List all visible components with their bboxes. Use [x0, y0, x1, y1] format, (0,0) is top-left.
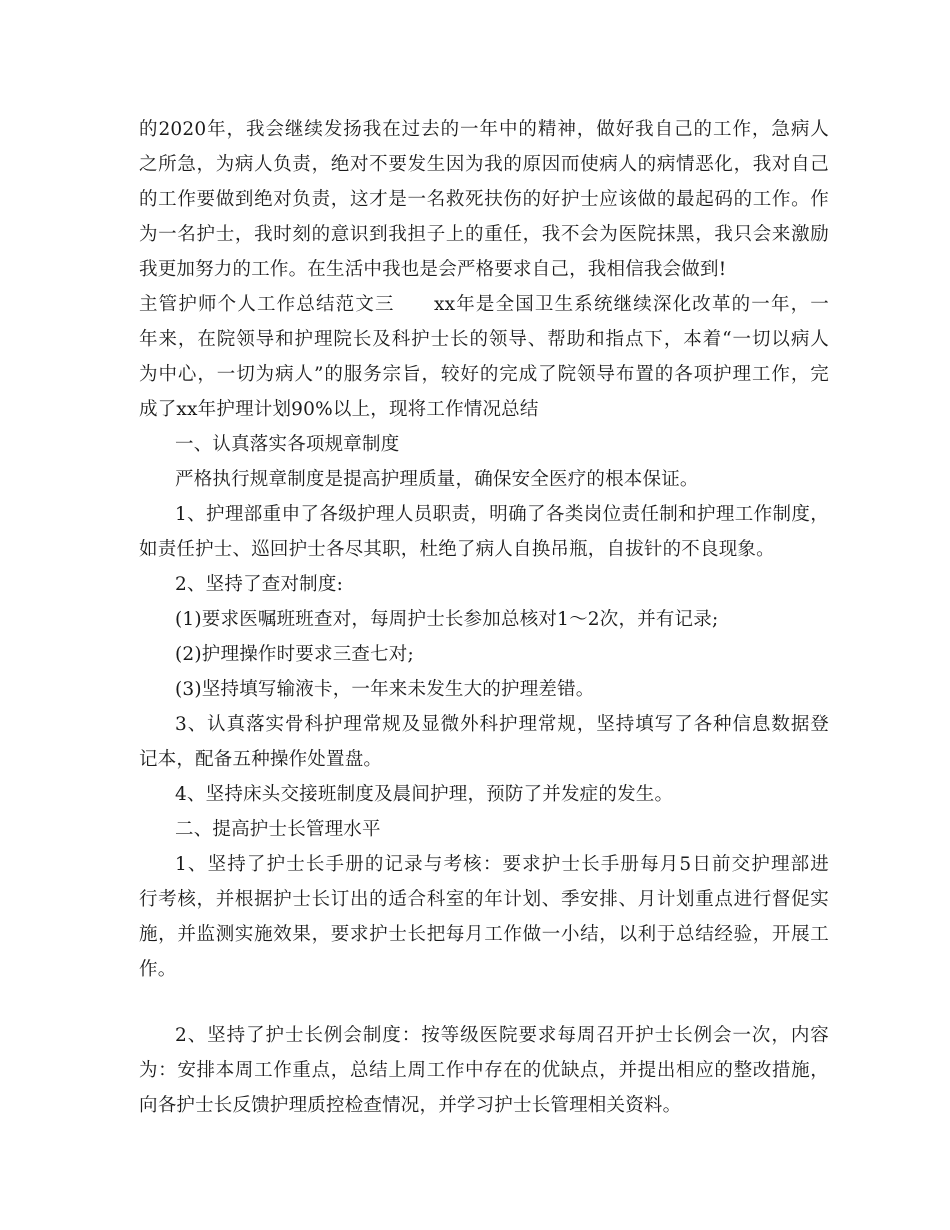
paragraph-line: 作。: [139, 959, 177, 980]
paragraph-line: 2、坚持了查对制度:: [175, 574, 344, 595]
list-item: (2)护理操作时要求三查七对;: [175, 644, 414, 665]
paragraph-line: 1、护理部重申了各级护理人员职责，明确了各类岗位责任制和护理工作制度，: [175, 504, 829, 525]
paragraph-line: 行考核，并根据护士长订出的适合科室的年计划、季安排、月计划重点进行督促实: [139, 889, 829, 910]
section-title-line: 主管护师个人工作总结范文三 xx年是全国卫生系统继续深化改革的一年，一: [139, 294, 829, 315]
list-item: (3)坚持填写输液卡，一年来未发生大的护理差错。: [175, 679, 595, 700]
paragraph-line: 1、坚持了护士长手册的记录与考核：要求护士长手册每月5日前交护理部进: [175, 854, 829, 875]
paragraph-line: 严格执行规章制度是提高护理质量，确保安全医疗的根本保证。: [175, 469, 699, 490]
paragraph-line: 的2020年，我会继续发扬我在过去的一年中的精神，做好我自己的工作，急病人: [139, 119, 829, 140]
paragraph-line: 之所急，为病人负责，绝对不要发生因为我的原因而使病人的病情恶化，我对自己: [139, 154, 829, 175]
paragraph-line: 年来，在院领导和护理院长及科护士长的领导、帮助和指点下，本着“一切以病人: [139, 329, 829, 350]
list-item: (1)要求医嘱班班查对，每周护士长参加总核对1～2次，并有记录;: [175, 609, 719, 630]
paragraph-line: 的工作要做到绝对负责，这才是一名救死扶伤的好护士应该做的最起码的工作。作: [139, 189, 829, 210]
paragraph-line: 为：安排本周工作重点，总结上周工作中存在的优缺点，并提出相应的整改措施，: [139, 1060, 829, 1081]
section-heading: 二、提高护士长管理水平: [175, 819, 381, 840]
paragraph-line: 3、认真落实骨科护理常规及显微外科护理常规，坚持填写了各种信息数据登: [175, 714, 829, 735]
paragraph-line: 为一名护士，我时刻的意识到我担子上的重任，我不会为医院抹黑，我只会来激励: [139, 224, 829, 245]
paragraph-line: 成了xx年护理计划90%以上，现将工作情况总结: [139, 399, 539, 420]
paragraph-line: 我更加努力的工作。在生活中我也是会严格要求自己，我相信我会做到!: [139, 259, 727, 280]
paragraph-line: 施，并监测实施效果，要求护士长把每月工作做一小结，以利于总结经验，开展工: [139, 924, 829, 945]
paragraph-line: 4、坚持床头交接班制度及晨间护理，预防了并发症的发生。: [175, 784, 674, 805]
paragraph-line: 向各护士长反馈护理质控检查情况，并学习护士长管理相关资料。: [139, 1095, 682, 1116]
paragraph-line: 记本，配备五种操作处置盘。: [139, 749, 383, 770]
paragraph-line: 为中心，一切为病人”的服务宗旨，较好的完成了院领导布置的各项护理工作，完: [139, 364, 829, 385]
paragraph-line: 如责任护士、巡回护士各尽其职，杜绝了病人自换吊瓶，自拔针的不良现象。: [139, 539, 775, 560]
paragraph-line: 2、坚持了护士长例会制度：按等级医院要求每周召开护士长例会一次，内容: [175, 1025, 829, 1046]
section-heading: 一、认真落实各项规章制度: [175, 434, 400, 455]
